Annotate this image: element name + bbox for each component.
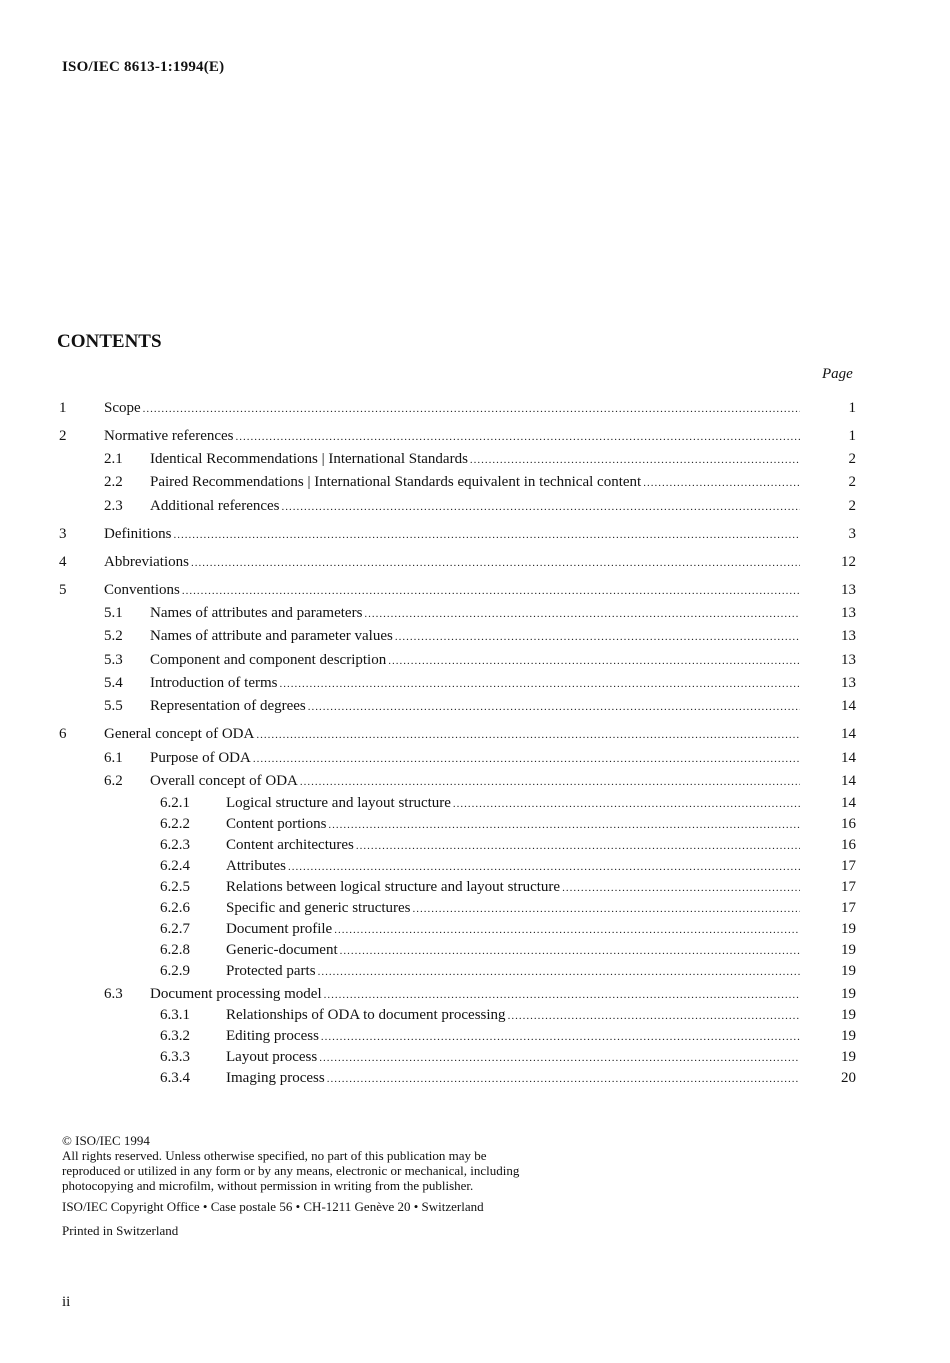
toc-entry-title: Abbreviations [104, 554, 189, 570]
toc-entry-title-line [226, 1068, 800, 1089]
page-column-label: Page [822, 366, 853, 382]
toc-entry-title-line [226, 835, 800, 856]
toc-entry [0, 1047, 950, 1067]
toc-dot-leader [643, 473, 800, 493]
toc-entry-page: 13 [841, 628, 856, 644]
toc-entry [0, 398, 950, 418]
toc-entry-title-line [226, 961, 800, 982]
toc-entry-number: 6.3.2 [160, 1028, 190, 1044]
toc-entry-number: 2.2 [104, 474, 123, 490]
toc-entry-page: 14 [841, 698, 856, 714]
toc-entry [0, 724, 950, 744]
toc-entry-title-line [150, 496, 800, 517]
toc-entry-title: Content portions [226, 816, 327, 832]
toc-entry-number: 5 [59, 582, 67, 598]
rights-line-2: reproduced or utilized in any form or by any means, electronic or mechanical, including [62, 1163, 520, 1178]
toc-entry-number: 2.1 [104, 451, 123, 467]
toc-dot-leader [470, 450, 800, 470]
toc-entry-title: Attributes [226, 858, 286, 874]
toc-entry [0, 449, 950, 469]
toc-entry-number: 6.2.7 [160, 921, 190, 937]
toc-entry-title: Additional references [150, 498, 280, 514]
contents-heading: CONTENTS [57, 331, 162, 352]
toc-entry-title-line [104, 580, 800, 601]
toc-entry [0, 919, 950, 939]
toc-entry-title: Generic-document [226, 942, 338, 958]
toc-entry-page: 14 [841, 795, 856, 811]
toc-entry-title-line [104, 524, 800, 545]
toc-entry-page: 2 [848, 498, 856, 514]
toc-entry-title: Protected parts [226, 963, 316, 979]
toc-entry-page: 2 [848, 474, 856, 490]
toc-entry-title: Document profile [226, 921, 333, 937]
toc-entry-title-line [150, 696, 800, 717]
toc-entry [0, 603, 950, 623]
toc-entry-page: 12 [841, 554, 856, 570]
toc-entry [0, 496, 950, 516]
toc-entry-title: Conventions [104, 582, 180, 598]
toc-entry-title: Content architectures [226, 837, 354, 853]
toc-entry-number: 6.2.8 [160, 942, 190, 958]
toc-entry-number: 6.3 [104, 986, 123, 1002]
toc-entry-title: Names of attributes and parameters [150, 605, 363, 621]
toc-entry-page: 14 [841, 750, 856, 766]
toc-entry-title: Identical Recommendations | International Standards [150, 451, 468, 467]
toc-entry-number: 3 [59, 526, 67, 542]
toc-entry-number: 6.2.2 [160, 816, 190, 832]
toc-dot-leader [340, 941, 800, 961]
toc-entry-title-line [150, 449, 800, 470]
toc-entry-page: 19 [841, 942, 856, 958]
toc-entry [0, 552, 950, 572]
toc-entry-page: 20 [841, 1070, 856, 1086]
toc-dot-leader [182, 581, 800, 601]
toc-entry [0, 984, 950, 1004]
toc-entry [0, 1005, 950, 1025]
toc-dot-leader [508, 1006, 800, 1026]
toc-entry-title-line [150, 472, 800, 493]
toc-dot-leader [143, 399, 800, 419]
toc-dot-leader [395, 627, 800, 647]
toc-entry [0, 580, 950, 600]
toc-entry [0, 771, 950, 791]
toc-entry [0, 748, 950, 768]
toc-dot-leader [191, 553, 800, 573]
toc-entry-number: 5.5 [104, 698, 123, 714]
toc-dot-leader [321, 1027, 800, 1047]
toc-entry-number: 4 [59, 554, 67, 570]
toc-entry-number: 5.3 [104, 652, 123, 668]
toc-entry-page: 1 [848, 400, 856, 416]
toc-entry-number: 6.2 [104, 773, 123, 789]
toc-entry-number: 6.2.3 [160, 837, 190, 853]
toc-dot-leader [327, 1069, 800, 1089]
toc-entry [0, 940, 950, 960]
toc-entry-title-line [150, 748, 800, 769]
toc-entry [0, 472, 950, 492]
toc-entry [0, 961, 950, 981]
toc-entry-page: 13 [841, 675, 856, 691]
toc-entry-page: 13 [841, 582, 856, 598]
toc-dot-leader [279, 674, 800, 694]
toc-entry-title: Introduction of terms [150, 675, 278, 691]
toc-dot-leader [282, 497, 800, 517]
toc-entry-title-line [226, 856, 800, 877]
toc-entry-number: 6.2.4 [160, 858, 190, 874]
toc-entry-page: 19 [841, 986, 856, 1002]
toc-entry-title: Purpose of ODA [150, 750, 251, 766]
toc-entry-title-line [226, 877, 800, 898]
toc-entry-title: Scope [104, 400, 141, 416]
toc-entry-title: Normative references [104, 428, 234, 444]
toc-entry-number: 6.2.9 [160, 963, 190, 979]
toc-entry [0, 793, 950, 813]
toc-dot-leader [453, 794, 800, 814]
toc-entry-page: 14 [841, 773, 856, 789]
toc-entry [0, 898, 950, 918]
toc-entry-page: 13 [841, 652, 856, 668]
toc-dot-leader [364, 604, 800, 624]
toc-entry-number: 6.2.6 [160, 900, 190, 916]
toc-entry-title-line [226, 814, 800, 835]
toc-entry-title-line [150, 771, 800, 792]
toc-entry [0, 524, 950, 544]
toc-entry-title-line [150, 603, 800, 624]
toc-entry-title-line [104, 552, 800, 573]
toc-entry-page: 16 [841, 816, 856, 832]
toc-dot-leader [253, 749, 800, 769]
toc-entry-title-line [150, 984, 800, 1005]
toc-dot-leader [256, 725, 800, 745]
toc-entry-title: Imaging process [226, 1070, 325, 1086]
toc-entry-title: Representation of degrees [150, 698, 306, 714]
toc-entry [0, 1068, 950, 1088]
toc-entry-page: 13 [841, 605, 856, 621]
toc-entry-title: Component and component description [150, 652, 387, 668]
toc-entry-number: 5.1 [104, 605, 123, 621]
toc-entry [0, 626, 950, 646]
toc-entry-title: Layout process [226, 1049, 318, 1065]
toc-dot-leader [288, 857, 800, 877]
toc-dot-leader [388, 651, 800, 671]
toc-dot-leader [318, 962, 800, 982]
toc-entry-title: Specific and generic structures [226, 900, 411, 916]
toc-entry-title: Definitions [104, 526, 172, 542]
toc-entry-title: Logical structure and layout structure [226, 795, 451, 811]
toc-entry-title: Relations between logical structure and layout structure [226, 879, 561, 895]
toc-entry-number: 5.4 [104, 675, 123, 691]
toc-dot-leader [236, 427, 800, 447]
toc-entry [0, 650, 950, 670]
toc-entry [0, 814, 950, 834]
toc-dot-leader [328, 815, 800, 835]
toc-entry-page: 19 [841, 1007, 856, 1023]
toc-entry-title-line [226, 919, 800, 940]
toc-dot-leader [174, 525, 801, 545]
toc-entry-title-line [226, 1026, 800, 1047]
copyright-notice [62, 1133, 622, 1193]
toc-entry-title-line [226, 898, 800, 919]
toc-entry-title: Editing process [226, 1028, 319, 1044]
toc-entry [0, 673, 950, 693]
toc-entry-number: 6 [59, 726, 67, 742]
toc-dot-leader [300, 772, 800, 792]
toc-entry-title-line [226, 1005, 800, 1026]
toc-entry-page: 3 [848, 526, 856, 542]
toc-entry [0, 696, 950, 716]
toc-entry-number: 1 [59, 400, 67, 416]
toc-entry-page: 1 [848, 428, 856, 444]
toc-entry-number: 5.2 [104, 628, 123, 644]
toc-entry-page: 19 [841, 1028, 856, 1044]
toc-entry-title: General concept of ODA [104, 726, 255, 742]
toc-dot-leader [319, 1048, 800, 1068]
rights-line-1: All rights reserved. Unless otherwise specified, no part of this publication may be [62, 1148, 487, 1163]
toc-entry-page: 16 [841, 837, 856, 853]
page-header-doc-id: ISO/IEC 8613-1:1994(E) [62, 59, 225, 75]
toc-entry-title: Paired Recommendations | International Standards equivalent in technical content [150, 474, 642, 490]
toc-entry-page: 2 [848, 451, 856, 467]
toc-entry-page: 19 [841, 921, 856, 937]
toc-entry-page: 17 [841, 900, 856, 916]
toc-dot-leader [334, 920, 800, 940]
toc-entry [0, 877, 950, 897]
toc-entry-number: 6.1 [104, 750, 123, 766]
copyright-line: © ISO/IEC 1994 [62, 1133, 150, 1148]
toc-entry-title-line [104, 426, 800, 447]
toc-entry-title: Document processing model [150, 986, 322, 1002]
toc-entry [0, 835, 950, 855]
toc-entry-number: 2 [59, 428, 67, 444]
toc-entry-page: 17 [841, 879, 856, 895]
toc-entry-page: 17 [841, 858, 856, 874]
copyright-office-address: ISO/IEC Copyright Office • Case postale 56 • CH-1211 Genève 20 • Switzerland [62, 1199, 484, 1214]
toc-entry [0, 856, 950, 876]
toc-entry-title-line [104, 398, 800, 419]
toc-entry-title-line [226, 1047, 800, 1068]
toc-entry-title-line [150, 673, 800, 694]
page-number: ii [62, 1294, 71, 1310]
toc-entry-title-line [104, 724, 800, 745]
toc-entry-number: 6.2.1 [160, 795, 190, 811]
toc-entry-number: 6.3.3 [160, 1049, 190, 1065]
toc-entry-title-line [150, 650, 800, 671]
toc-dot-leader [562, 878, 800, 898]
toc-entry [0, 1026, 950, 1046]
toc-entry-number: 6.3.4 [160, 1070, 190, 1086]
printed-in-notice: Printed in Switzerland [62, 1223, 179, 1238]
toc-entry-title-line [226, 793, 800, 814]
toc-dot-leader [413, 899, 800, 919]
toc-entry-number: 6.2.5 [160, 879, 190, 895]
toc-entry-title-line [150, 626, 800, 647]
rights-line-3: photocopying and microfilm, without permission in writing from the publisher. [62, 1178, 474, 1193]
toc-entry-title-line [226, 940, 800, 961]
toc-dot-leader [324, 985, 800, 1005]
toc-entry-page: 14 [841, 726, 856, 742]
toc-dot-leader [308, 697, 800, 717]
toc-entry-page: 19 [841, 963, 856, 979]
toc-dot-leader [356, 836, 800, 856]
toc-entry-title: Overall concept of ODA [150, 773, 298, 789]
toc-entry [0, 426, 950, 446]
toc-entry-page: 19 [841, 1049, 856, 1065]
toc-entry-number: 6.3.1 [160, 1007, 190, 1023]
toc-entry-number: 2.3 [104, 498, 123, 514]
toc-entry-title: Names of attribute and parameter values [150, 628, 393, 644]
toc-entry-title: Relationships of ODA to document processing [226, 1007, 506, 1023]
